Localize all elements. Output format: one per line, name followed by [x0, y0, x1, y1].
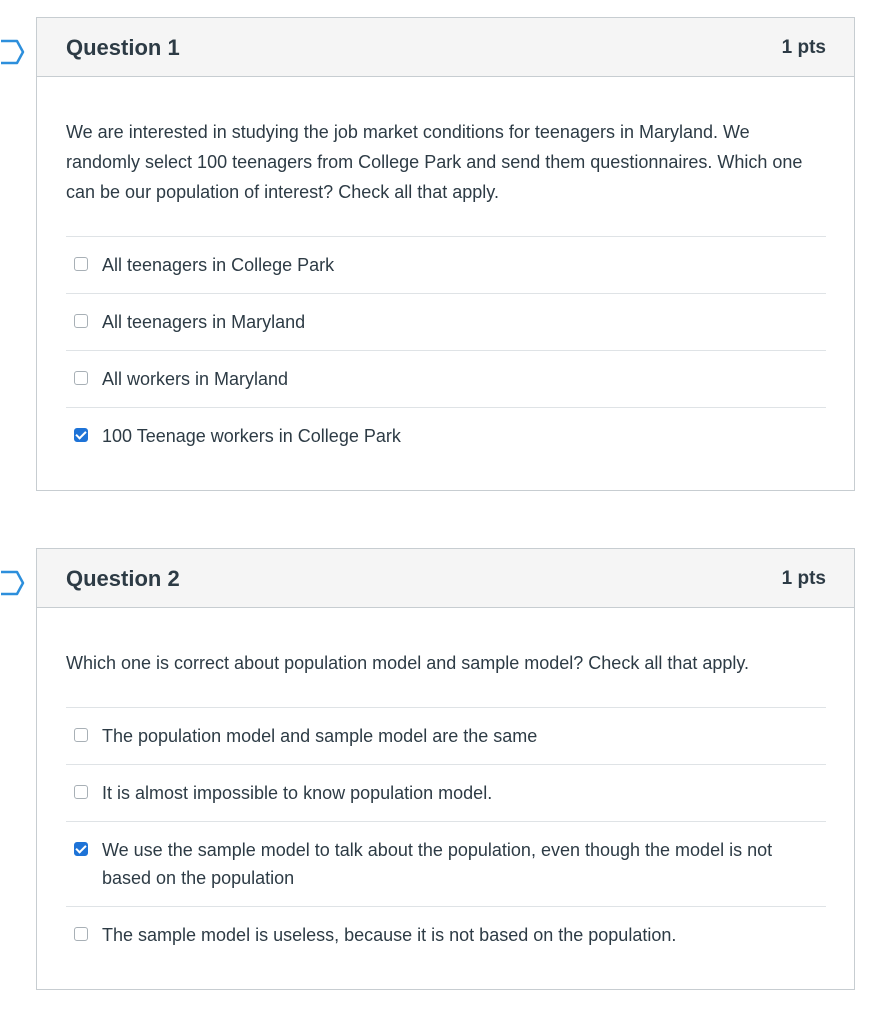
answer-list: [66, 236, 826, 464]
answer-label[interactable]: The population model and sample model are the same: [102, 726, 538, 746]
answer-option[interactable]: [66, 237, 826, 294]
flag-question-icon[interactable]: [1, 39, 37, 65]
answer-label[interactable]: The sample model is useless, because it is not based on the population.: [102, 925, 677, 945]
question-points: 1 pts: [781, 37, 826, 58]
answer-checkbox[interactable]: [74, 842, 88, 856]
answer-list: [66, 707, 826, 963]
answer-option[interactable]: [66, 708, 826, 765]
answer-label[interactable]: All workers in Maryland: [102, 369, 289, 389]
answer-option[interactable]: [66, 765, 826, 822]
answer-option[interactable]: [66, 408, 826, 464]
answer-checkbox[interactable]: [74, 371, 88, 385]
answer-label[interactable]: All teenagers in College Park: [102, 255, 335, 275]
answer-label[interactable]: All teenagers in Maryland: [102, 312, 306, 332]
answer-checkbox[interactable]: [74, 927, 88, 941]
question-header: [37, 549, 854, 608]
question-text: We are interested in studying the job market conditions for teenagers in Maryland. We randomly select 100 teenagers from College Park and send them questionnaires. Which one can be our population of interest? Check all that apply.: [66, 122, 803, 202]
question-1-card: [36, 17, 855, 491]
answer-checkbox[interactable]: [74, 314, 88, 328]
answer-checkbox[interactable]: [74, 428, 88, 442]
question-body: [37, 608, 854, 963]
answer-label[interactable]: 100 Teenage workers in College Park: [102, 426, 401, 446]
answer-label[interactable]: It is almost impossible to know population model.: [102, 783, 493, 803]
question-body: [37, 77, 854, 464]
flag-question-icon[interactable]: [1, 570, 37, 596]
answer-label[interactable]: We use the sample model to talk about the population, even though the model is not based on the population: [102, 840, 773, 888]
question-2-card: [36, 548, 855, 990]
answer-option[interactable]: [66, 351, 826, 408]
answer-checkbox[interactable]: [74, 728, 88, 742]
question-text: Which one is correct about population model and sample model? Check all that apply.: [66, 653, 750, 673]
answer-option[interactable]: [66, 907, 826, 963]
answer-checkbox[interactable]: [74, 785, 88, 799]
answer-checkbox[interactable]: [74, 257, 88, 271]
question-points: 1 pts: [781, 568, 826, 589]
answer-option[interactable]: [66, 822, 826, 907]
question-title: Question 2: [66, 566, 180, 591]
question-header: [37, 18, 854, 77]
question-title: Question 1: [66, 35, 180, 60]
answer-option[interactable]: [66, 294, 826, 351]
